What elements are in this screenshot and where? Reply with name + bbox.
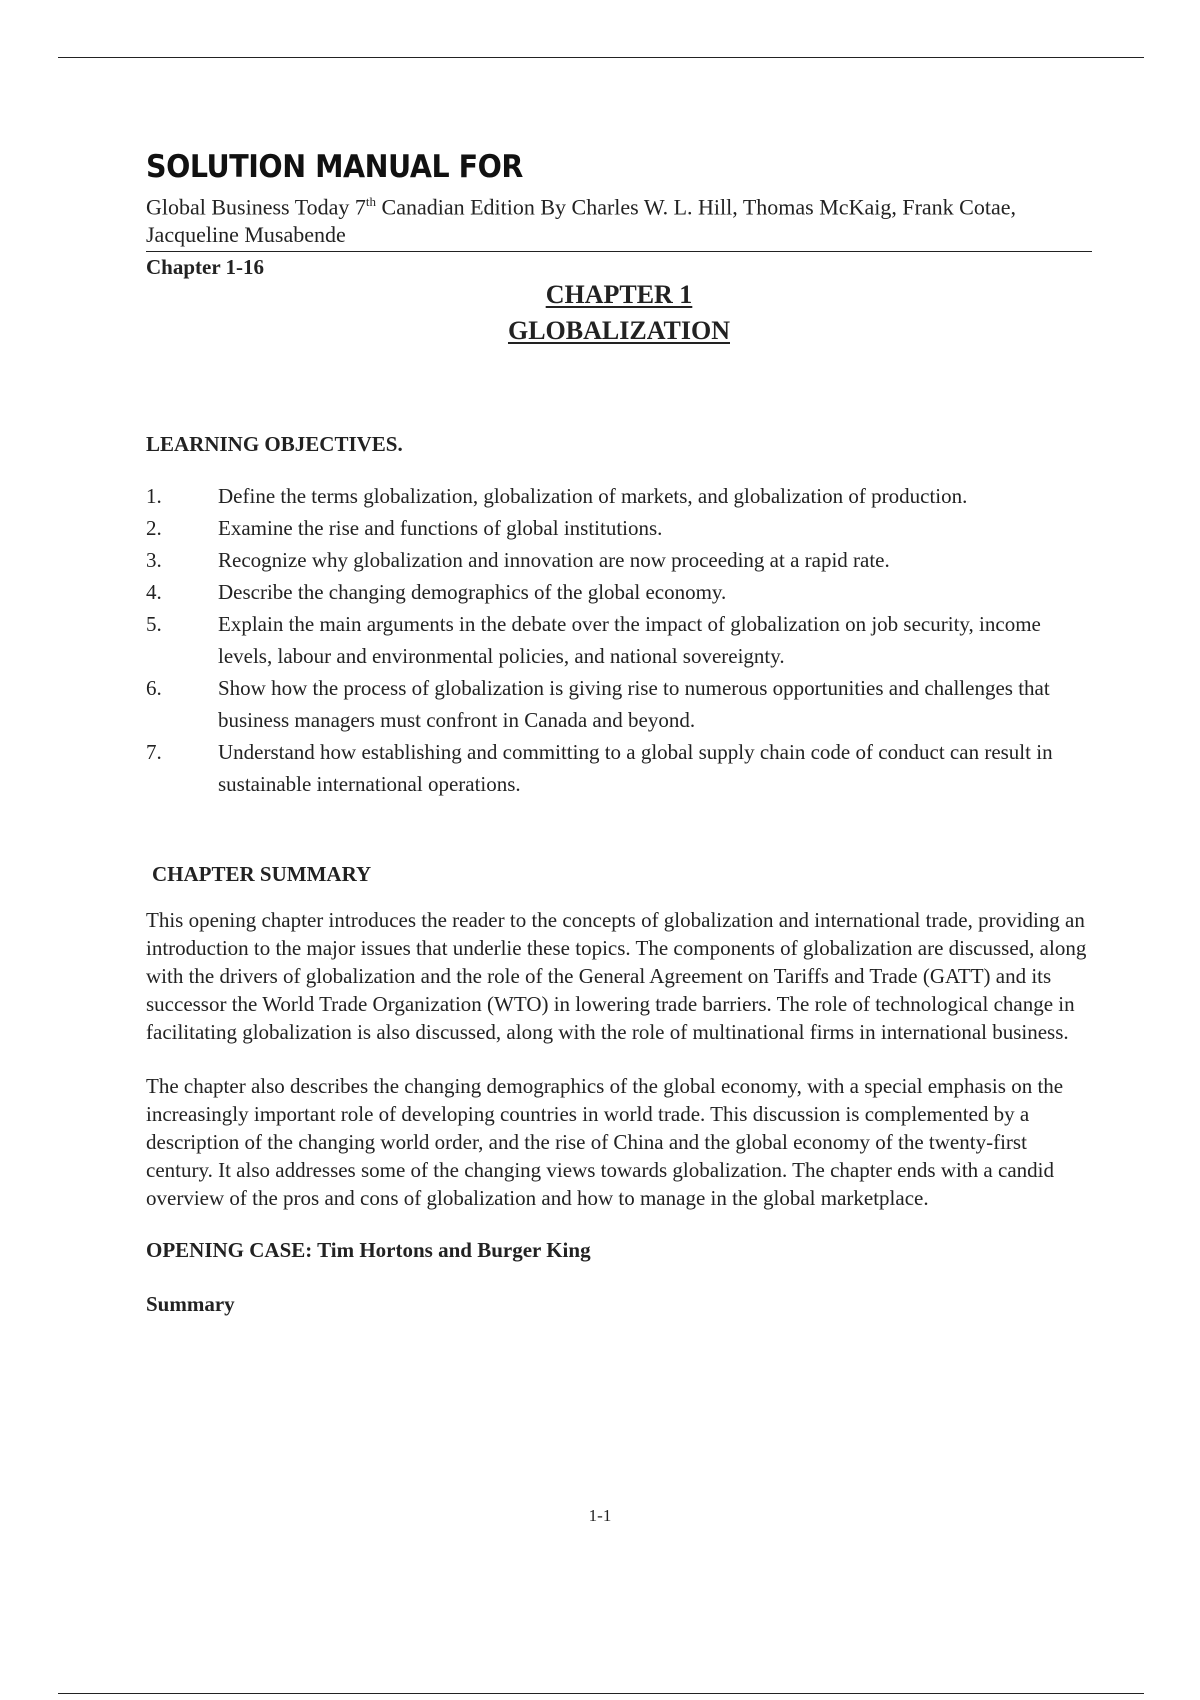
objective-text: Show how the process of globalization is giving rise to numerous opportunities and challenges that business managers must confront in Canada and beyond. — [218, 675, 1050, 732]
objective-item — [146, 480, 1092, 512]
objective-item — [146, 544, 1092, 576]
bottom-rule — [58, 1693, 1144, 1694]
subtitle-text-end: Canadian Edition By Charles W. L. Hill, Thomas McKaig, Frank Cotae, Jacqueline Musabende — [146, 193, 1016, 247]
chapter-heading — [146, 277, 1092, 349]
objective-item — [146, 576, 1092, 608]
chapter-range: Chapter 1-16 — [146, 254, 265, 279]
summary-paragraph: This opening chapter introduces the reader to the concepts of globalization and international trade, providing an introduction to the major issues that underlie these topics. The components of globalization are discussed, along with the drivers of globalization and the role of the General Agreement on Tariffs and Trade (GATT) and its successor the World Trade Organization (WTO) in lowering trade barriers. The role of technological change in facilitating globalization is also discussed, along with the role of multinational firms in international business. — [146, 907, 1087, 1044]
objective-text: Examine the rise and functions of global institutions. — [218, 515, 663, 540]
objective-number: 4. — [146, 579, 162, 604]
objective-item — [146, 608, 1092, 672]
opening-case-heading: OPENING CASE: Tim Hortons and Burger King — [146, 1237, 591, 1262]
objective-text: Recognize why globalization and innovation are now proceeding at a rapid rate. — [218, 547, 890, 572]
document-subtitle — [146, 188, 1092, 252]
objective-text: Describe the changing demographics of the global economy. — [218, 579, 727, 604]
chapter-summary-heading: CHAPTER SUMMARY — [152, 861, 372, 886]
objective-number: 1. — [146, 483, 162, 508]
learning-objectives-heading: LEARNING OBJECTIVES. — [146, 431, 403, 456]
opening-case-summary-heading: Summary — [146, 1291, 235, 1316]
objective-item — [146, 512, 1092, 544]
objective-item — [146, 736, 1092, 800]
objective-number: 2. — [146, 515, 162, 540]
objective-item — [146, 672, 1092, 736]
objective-number: 3. — [146, 547, 162, 572]
subtitle-superscript: th — [365, 193, 377, 209]
chapter-number: CHAPTER 1 — [545, 279, 693, 309]
objective-text: Define the terms globalization, globalization of markets, and globalization of production. — [218, 483, 968, 508]
objective-text: Understand how establishing and committing to a global supply chain code of conduct can result in sustainable international operations. — [218, 739, 1053, 796]
chapter-title: GLOBALIZATION — [507, 315, 730, 345]
objective-number: 7. — [146, 739, 162, 764]
objective-number: 5. — [146, 611, 162, 636]
objective-number: 6. — [146, 675, 162, 700]
top-rule — [58, 57, 1144, 58]
page-number: 1-1 — [588, 1506, 612, 1525]
page-content — [146, 150, 1092, 1318]
subtitle-text-start: Global Business Today 7 — [146, 193, 366, 219]
summary-paragraph: The chapter also describes the changing demographics of the global economy, with a special emphasis on the increasingly important role of developing countries in world trade. This discussion is complemented by a description of the changing world order, and the rise of China and the global economy of the twenty-first century. It also addresses some of the changing views towards globalization. The chapter ends with a candid overview of the pros and cons of globalization and how to manage in the global marketplace. — [146, 1073, 1064, 1210]
objective-text: Explain the main arguments in the debate over the impact of globalization on job security, income levels, labour and environmental policies, and national sovereignty. — [218, 611, 1041, 668]
document-title: SOLUTION MANUAL FOR — [146, 149, 523, 185]
learning-objectives-list — [146, 480, 1092, 800]
